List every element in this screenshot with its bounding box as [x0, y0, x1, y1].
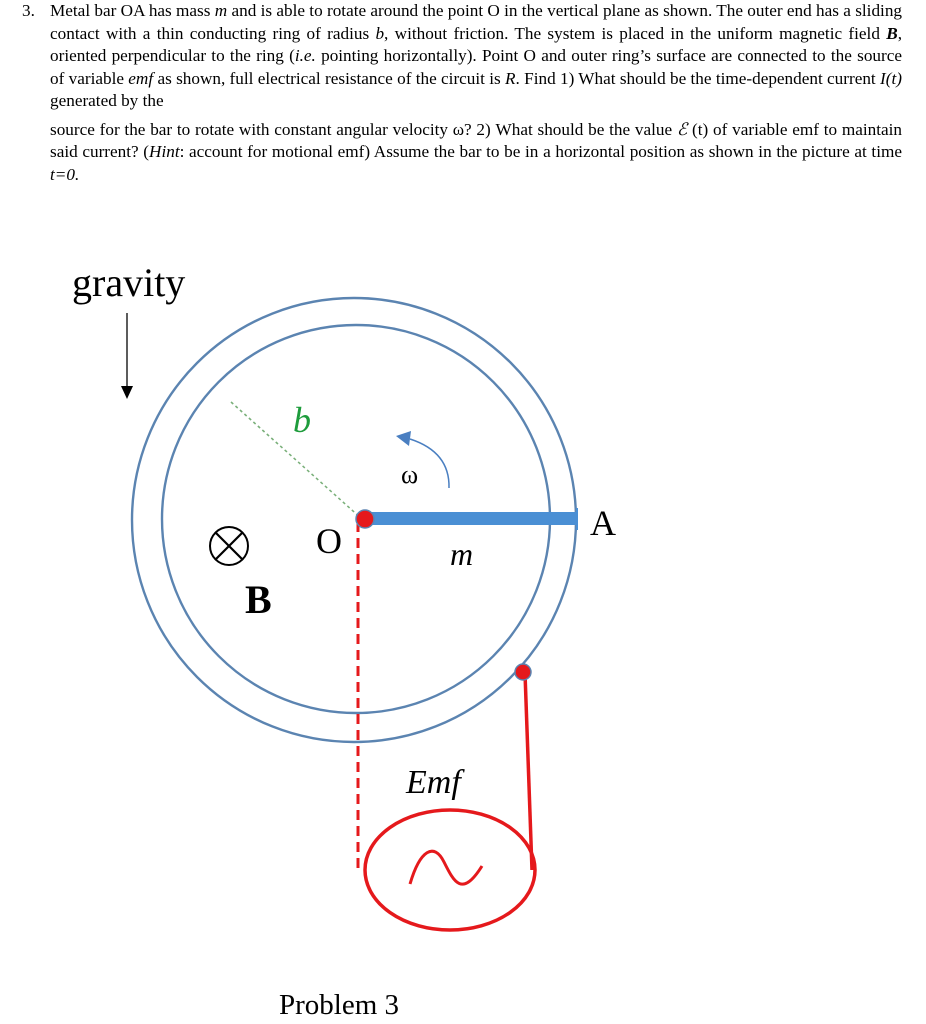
radius-label: b: [293, 400, 311, 440]
emf-label: Emf: [406, 764, 461, 801]
field-into-page-icon: [210, 527, 248, 565]
sliding-contact: [515, 664, 531, 680]
metal-bar: [362, 512, 577, 525]
emf-source: [365, 810, 535, 930]
pivot-point-o: [356, 510, 374, 528]
field-label: B: [245, 577, 272, 622]
figure-caption: Problem 3: [279, 989, 400, 1021]
problem-paragraph-1: Metal bar OA has mass m and is able to rotate around the point O in the vertical plane as shown. The outer end has a sliding contact with a thin conducting ring of radius b, without friction. The system is placed in the uniform magnetic field B, oriented perpendicular to the ring (i.e. pointing horizontally). Point O and outer ring’s surface are connected to the source of variable emf as shown, full electrical resistance of the circuit is R. Find 1) What should be the time-dependent current I(t) generated by the: [50, 1, 903, 110]
mass-label: m: [450, 536, 474, 572]
ac-source-icon: [410, 851, 482, 884]
point-a-label: A: [590, 503, 616, 543]
problem-number: 3.: [22, 1, 35, 20]
point-o-label: O: [316, 521, 342, 561]
gravity-arrow-icon: [121, 313, 133, 399]
omega-label: ω: [401, 460, 419, 489]
problem-paragraph-2: source for the bar to rotate with constant angular velocity ω? 2) What should be the value ℰ (t) of variable emf to maintain said current? (Hint: account for motional emf) Assume the bar to be in a horizontal position as shown in the picture at time t=0.: [50, 119, 902, 184]
rotation-arrowhead-icon: [396, 431, 411, 446]
gravity-label: gravity: [72, 260, 186, 305]
